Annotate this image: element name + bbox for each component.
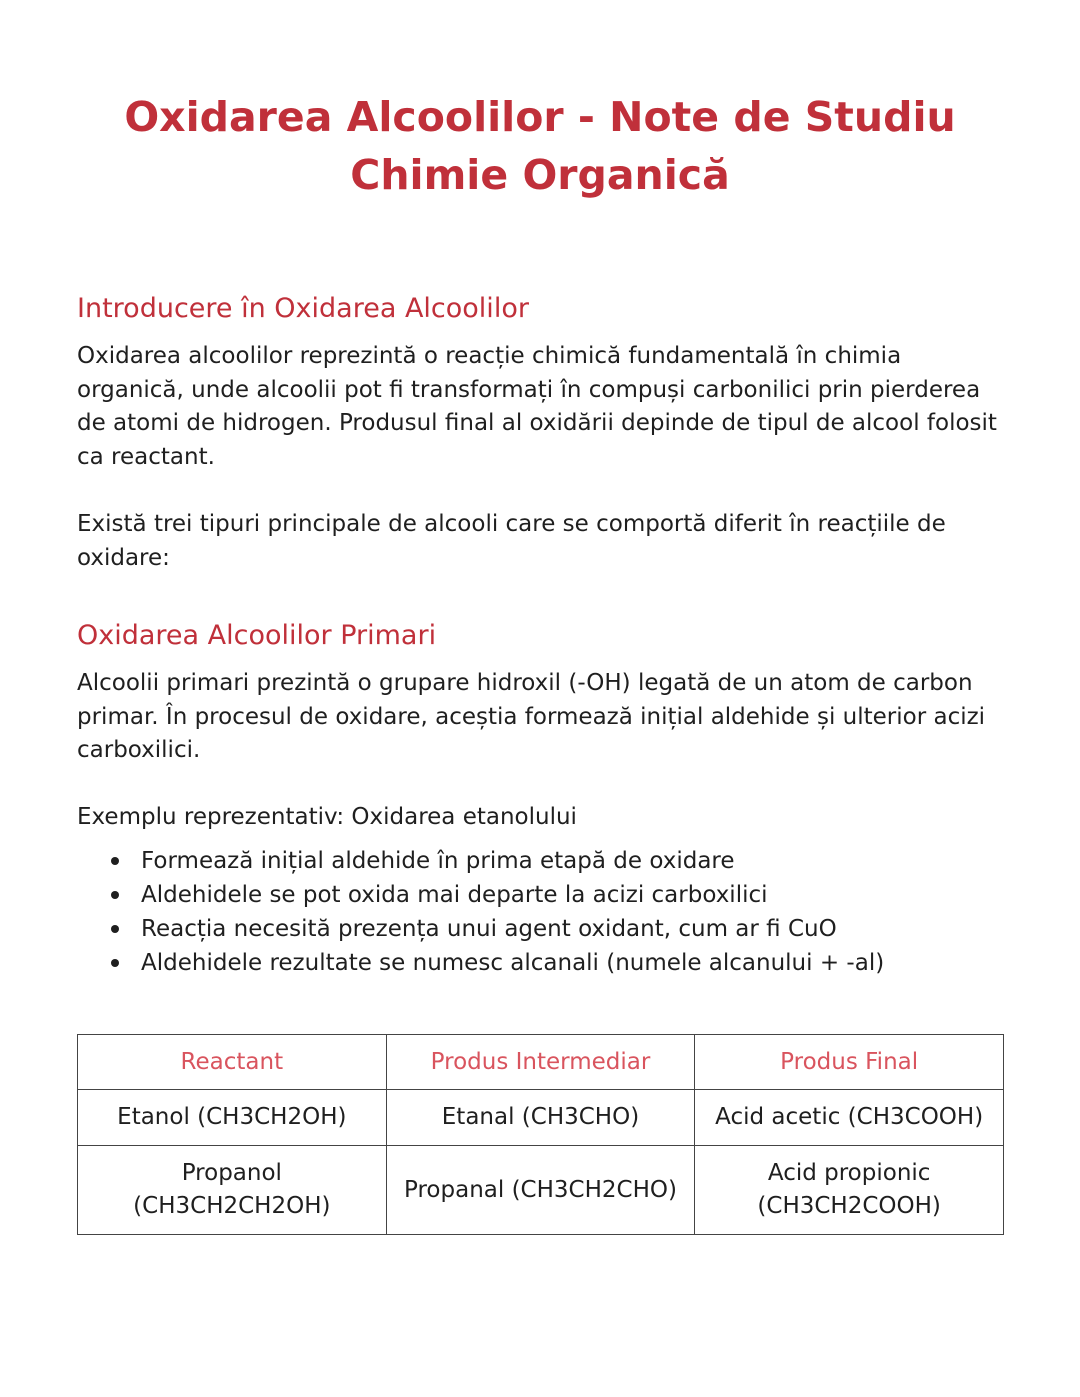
- table-cell: Etanol (CH3CH2OH): [78, 1090, 387, 1146]
- alcohol-types-paragraph: Există trei tipuri principale de alcooli care se comportă diferit în reacțiile de oxidare:: [77, 511, 946, 571]
- table-header-row: [78, 1035, 1004, 1090]
- list-item-text: Reacția necesită prezența unui agent oxidant, cum ar fi CuO: [141, 916, 837, 942]
- list-item-text: Aldehidele rezultate se numesc alcanali (numele alcanului + -al): [141, 950, 885, 976]
- bullet-icon: [111, 925, 119, 933]
- list-item: [77, 946, 1012, 980]
- intro-paragraph: Oxidarea alcoolilor reprezintă o reacție chimică fundamentală în chimia organică, unde alcoolii pot fi transformați în compuși carbonilici prin pierderea de atomi de hidrogen. Produsul final al oxidării depinde de tipul de alcool folosit ca reactant.: [77, 343, 997, 470]
- table-row: [78, 1146, 1004, 1235]
- table-cell: Propanal (CH3CH2CHO): [386, 1146, 695, 1235]
- example-paragraph: Exemplu reprezentativ: Oxidarea etanolului: [77, 804, 577, 830]
- primary-alcohols-paragraph: Alcoolii primari prezintă o grupare hidroxil (-OH) legată de un atom de carbon primar. În procesul de oxidare, aceștia formează inițial aldehide și ulterior acizi carboxilici.: [77, 670, 986, 763]
- list-item: [77, 912, 1012, 946]
- table-cell: Acid propionic (CH3CH2COOH): [695, 1146, 1004, 1235]
- table-row: [78, 1090, 1004, 1146]
- bullet-icon: [111, 857, 119, 865]
- bullet-icon: [111, 959, 119, 967]
- list-item: [77, 844, 1012, 878]
- oxidation-products-table: [77, 1034, 1004, 1235]
- table-cell: Etanal (CH3CHO): [386, 1090, 695, 1146]
- column-header-final: Produs Final: [695, 1035, 1004, 1090]
- page-title: Oxidarea Alcoolilor - Note de Studiu Chimie Organică: [124, 93, 956, 199]
- section-heading-primary-alcohols: Oxidarea Alcoolilor Primari: [77, 620, 437, 651]
- oxidation-bullet-list: [77, 844, 1012, 980]
- table-cell: Propanol (CH3CH2CH2OH): [78, 1146, 387, 1235]
- table-cell: Acid acetic (CH3COOH): [695, 1090, 1004, 1146]
- section-heading-introduction: Introducere în Oxidarea Alcoolilor: [77, 293, 529, 324]
- column-header-reactant: Reactant: [78, 1035, 387, 1090]
- column-header-intermediate: Produs Intermediar: [386, 1035, 695, 1090]
- list-item-text: Aldehidele se pot oxida mai departe la acizi carboxilici: [141, 882, 768, 908]
- bullet-icon: [111, 891, 119, 899]
- list-item-text: Formează inițial aldehide în prima etapă de oxidare: [141, 848, 735, 874]
- list-item: [77, 878, 1012, 912]
